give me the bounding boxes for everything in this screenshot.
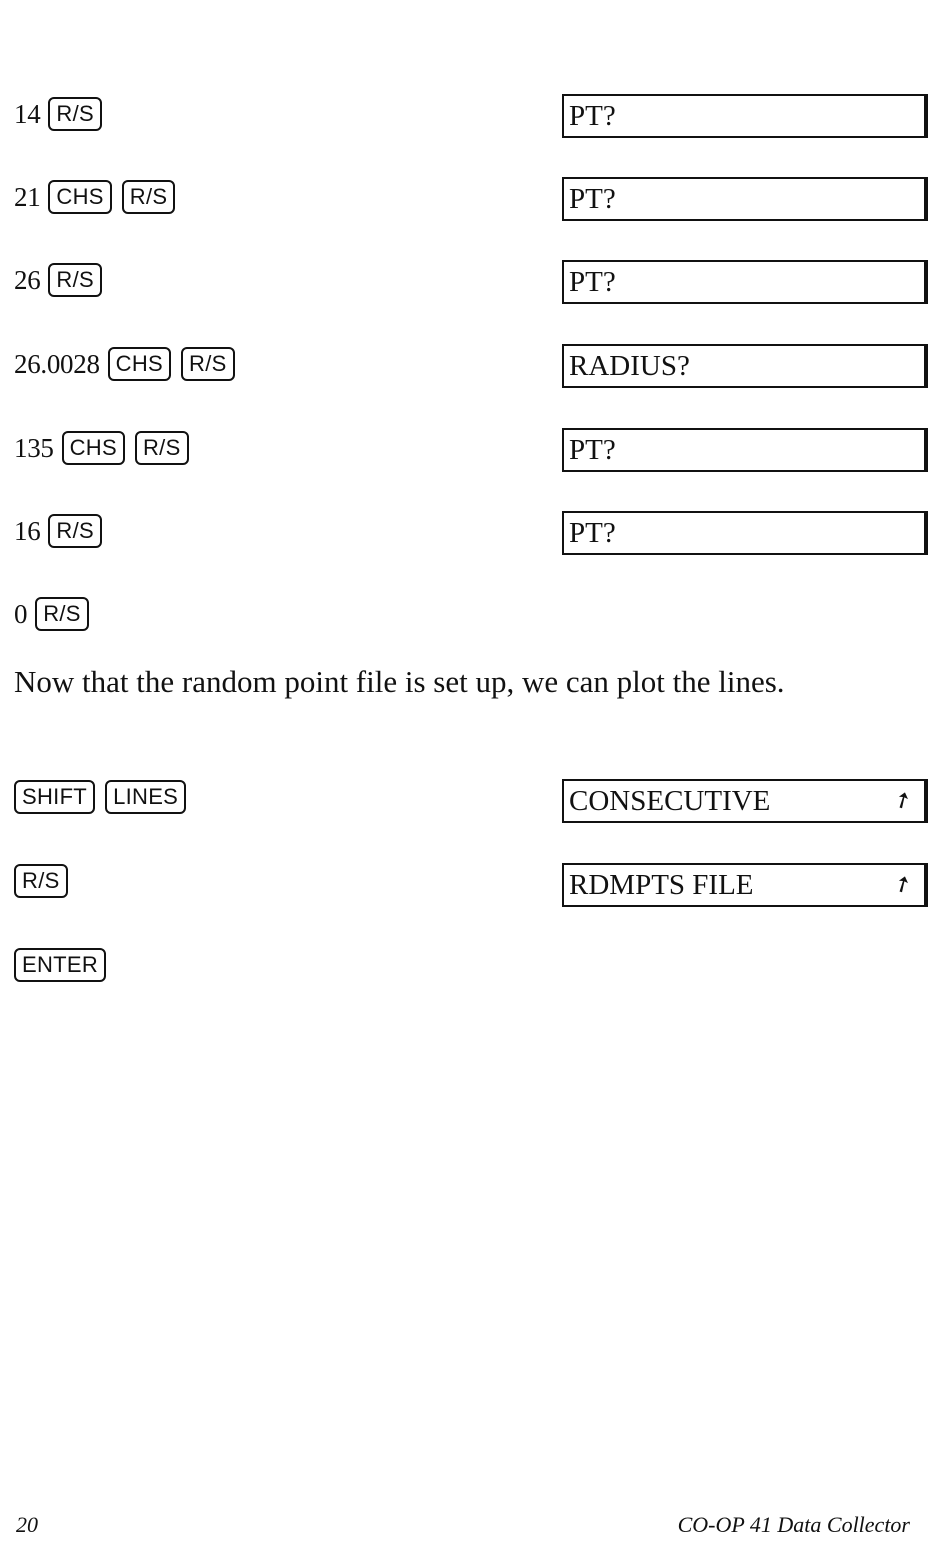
calculator-display bbox=[562, 344, 928, 388]
shift-key: SHIFT bbox=[14, 780, 95, 814]
calculator-display bbox=[562, 428, 928, 472]
calculator-display bbox=[562, 260, 928, 304]
step-number: 21 bbox=[14, 181, 41, 212]
arrow-icon: ➚ bbox=[888, 785, 917, 817]
rs-key: R/S bbox=[35, 597, 89, 631]
chs-key: CHS bbox=[62, 431, 125, 465]
calculator-display bbox=[562, 511, 928, 555]
chs-key: CHS bbox=[48, 180, 111, 214]
display-text: RADIUS? bbox=[569, 350, 690, 382]
lines-key: LINES bbox=[105, 780, 186, 814]
step-number: 26 bbox=[14, 264, 41, 295]
calculator-display bbox=[562, 94, 928, 138]
display-text: PT? bbox=[569, 517, 616, 549]
rs-key: R/S bbox=[135, 431, 189, 465]
step-number: 0 bbox=[14, 598, 28, 629]
display-text: PT? bbox=[569, 434, 616, 466]
calculator-display bbox=[562, 863, 928, 907]
rs-key: R/S bbox=[48, 263, 102, 297]
display-text: PT? bbox=[569, 100, 616, 132]
arrow-icon: ➚ bbox=[888, 869, 917, 901]
display-text: PT? bbox=[569, 266, 616, 298]
rs-key: R/S bbox=[14, 864, 68, 898]
rs-key: R/S bbox=[122, 180, 176, 214]
display-text: PT? bbox=[569, 183, 616, 215]
calculator-display bbox=[562, 177, 928, 221]
step-number: 14 bbox=[14, 98, 41, 129]
rs-key: R/S bbox=[48, 97, 102, 131]
step-number: 135 bbox=[14, 432, 54, 463]
chs-key: CHS bbox=[108, 347, 171, 381]
display-text: CONSECUTIVE bbox=[569, 785, 771, 817]
instruction-paragraph: Now that the random point file is set up, we can plot the lines. bbox=[14, 664, 785, 699]
calculator-display bbox=[562, 779, 928, 823]
rs-key: R/S bbox=[181, 347, 235, 381]
running-footer-title: CO-OP 41 Data Collector bbox=[677, 1512, 910, 1537]
rs-key: R/S bbox=[48, 514, 102, 548]
display-text: RDMPTS FILE bbox=[569, 869, 754, 901]
page-number: 20 bbox=[16, 1512, 38, 1537]
step-number: 16 bbox=[14, 515, 41, 546]
enter-key: ENTER bbox=[14, 948, 106, 982]
step-number: 26.0028 bbox=[14, 348, 100, 379]
